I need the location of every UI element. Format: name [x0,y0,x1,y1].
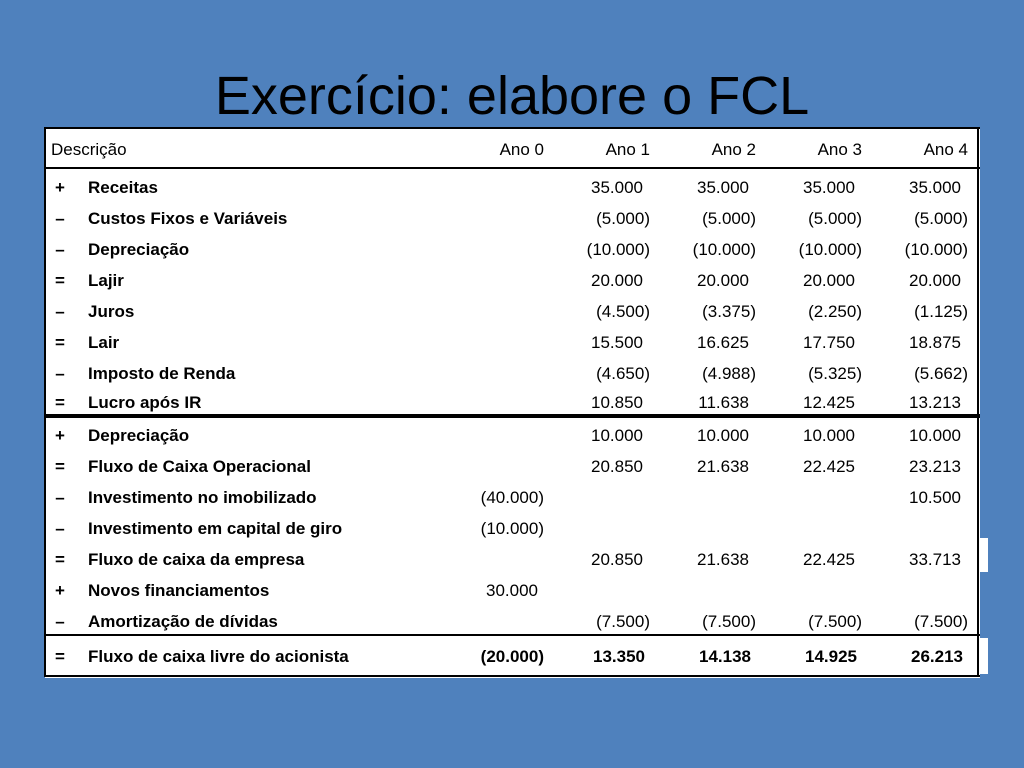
row-value-ano-4: (5.000) [914,209,968,228]
row-value-ano-2: (4.988) [702,364,756,383]
row-sign: = [55,271,65,290]
row-value-ano-1: (4.500) [596,302,650,321]
row-label: Juros [88,302,135,321]
row-label: Depreciação [88,240,190,259]
row-value-ano-1: (10.000) [586,240,650,259]
row-value-ano-2: 21.638 [697,457,749,476]
row-value-ano-3: (5.325) [808,364,862,383]
row-sign: – [55,209,65,228]
row-value-ano-3: 22.425 [803,550,855,569]
slide-title: Exercício: elabore o FCL [214,66,810,126]
row-value-ano-2: 35.000 [697,178,749,197]
row-value-ano-3: (10.000) [798,240,862,259]
row-value-ano-3: (2.250) [808,302,862,321]
row-value-ano-4: (1.125) [914,302,968,321]
row-label: Lair [88,333,120,352]
row-value-ano-1: 35.000 [591,178,643,197]
row-label: Fluxo de caixa da empresa [88,550,305,569]
row-value-ano-4: (10.000) [904,240,968,259]
bottom-rule [45,675,980,677]
row-sign: – [55,240,65,259]
row-value-ano-4: 10.500 [909,488,961,507]
section-rule [45,414,980,418]
row-value-ano-2: (10.000) [692,240,756,259]
row-value-ano-4: 18.875 [909,333,961,352]
row-sign: = [55,647,65,666]
row-value-ano-0: (20.000) [480,647,544,666]
row-value-ano-3: 10.000 [803,426,855,445]
right-border [977,127,979,677]
row-value-ano-0: (40.000) [480,488,544,507]
row-value-ano-4: (7.500) [914,612,968,631]
row-value-ano-1: 15.500 [591,333,643,352]
row-value-ano-3: 22.425 [803,457,855,476]
row-sign: – [55,364,65,383]
row-value-ano-0: (10.000) [480,519,544,538]
column-header-ano-1: Ano 1 [605,140,650,159]
row-value-ano-2: (3.375) [702,302,756,321]
row-sign: – [55,302,65,321]
column-header-ano-0: Ano 0 [499,140,544,159]
row-value-ano-3: (7.500) [808,612,862,631]
row-value-ano-3: (5.000) [808,209,862,228]
row-value-ano-2: 21.638 [697,550,749,569]
row-value-ano-3: 12.425 [803,393,855,412]
row-label: Novos financiamentos [88,581,270,600]
row-value-ano-2: (7.500) [702,612,756,631]
row-label: Amortização de dívidas [88,612,278,631]
row-value-ano-1: 10.850 [591,393,643,412]
table-panel-notch [978,538,988,572]
row-label: Lajir [88,271,124,290]
row-label: Fluxo de caixa livre do acionista [88,647,349,666]
header-rule [45,167,980,169]
row-value-ano-4: 26.213 [911,647,963,666]
row-value-ano-2: 16.625 [697,333,749,352]
row-value-ano-4: 10.000 [909,426,961,445]
row-sign: – [55,519,65,538]
row-label: Lucro após IR [88,393,202,412]
row-value-ano-2: 11.638 [698,393,749,412]
row-sign: + [55,426,65,445]
row-sign: – [55,612,65,631]
column-header-descricao: Descrição [51,140,127,159]
row-value-ano-2: (5.000) [702,209,756,228]
column-header-ano-2: Ano 2 [711,140,756,159]
row-sign: = [55,550,65,569]
row-value-ano-4: 20.000 [909,271,961,290]
row-label: Investimento no imobilizado [88,488,317,507]
row-sign: – [55,488,65,507]
row-value-ano-2: 10.000 [697,426,749,445]
row-label: Custos Fixos e Variáveis [88,209,288,228]
row-value-ano-2: 14.138 [699,647,751,666]
row-value-ano-1: (5.000) [596,209,650,228]
row-value-ano-1: 20.850 [591,457,643,476]
row-value-ano-1: 10.000 [591,426,643,445]
row-value-ano-3: 35.000 [803,178,855,197]
row-value-ano-1: (7.500) [596,612,650,631]
row-label: Depreciação [88,426,190,445]
row-value-ano-0: 30.000 [486,581,538,600]
row-sign: = [55,393,65,412]
row-value-ano-4: 13.213 [909,393,961,412]
row-sign: = [55,457,65,476]
total-rule [45,634,980,636]
row-label: Investimento em capital de giro [88,519,343,538]
row-value-ano-3: 17.750 [803,333,855,352]
row-value-ano-4: (5.662) [914,364,968,383]
table-panel-notch-2 [978,638,988,674]
row-value-ano-3: 20.000 [803,271,855,290]
row-label: Fluxo de Caixa Operacional [88,457,311,476]
row-value-ano-4: 23.213 [909,457,961,476]
row-value-ano-3: 14.925 [805,647,857,666]
row-label: Imposto de Renda [88,364,236,383]
column-header-ano-3: Ano 3 [817,140,862,159]
row-value-ano-1: (4.650) [596,364,650,383]
column-header-ano-4: Ano 4 [923,140,968,159]
row-sign: + [55,178,65,197]
row-value-ano-1: 20.850 [591,550,643,569]
row-value-ano-2: 20.000 [697,271,749,290]
row-value-ano-4: 33.713 [909,550,961,569]
row-value-ano-1: 20.000 [591,271,643,290]
top-rule [45,127,980,129]
row-sign: = [55,333,65,352]
row-sign: + [55,581,65,600]
row-value-ano-4: 35.000 [909,178,961,197]
row-value-ano-1: 13.350 [593,647,645,666]
row-label: Receitas [88,178,158,197]
